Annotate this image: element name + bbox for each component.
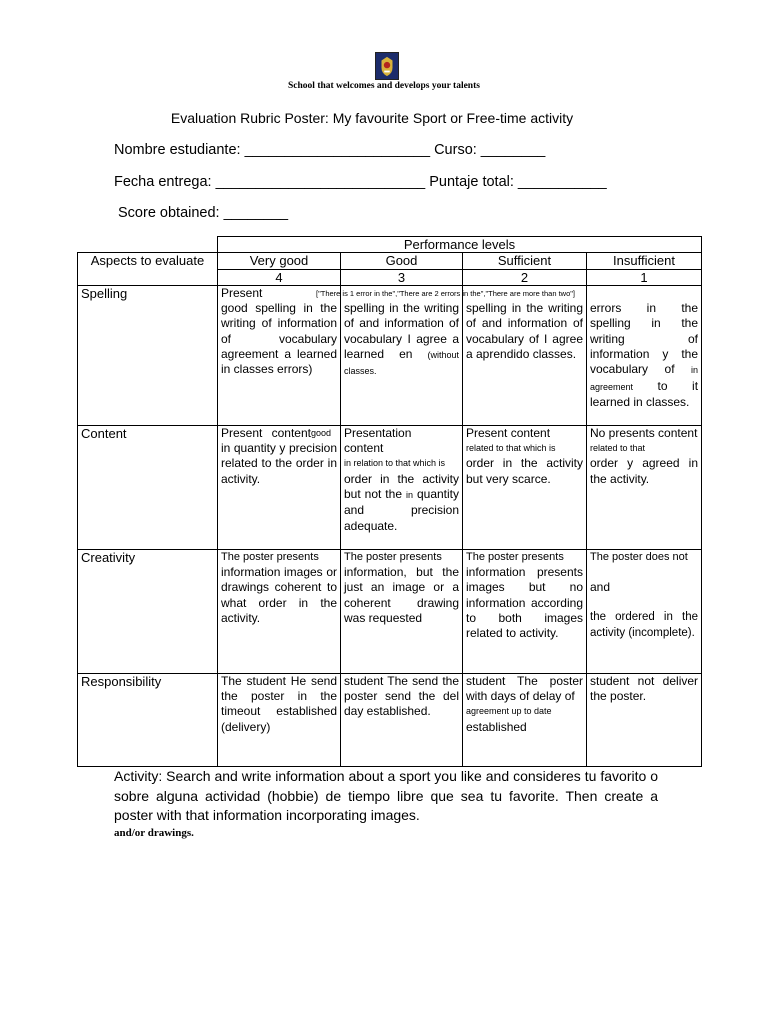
cell-text: student The poster with days of delay of	[466, 673, 583, 704]
aspect-label: Spelling	[78, 285, 218, 425]
rubric-row-creativity	[78, 549, 702, 673]
cell-text: and	[590, 580, 611, 595]
cell-head: The poster presents	[221, 550, 319, 563]
blank-corner	[78, 237, 218, 253]
cell-head: Present	[221, 285, 263, 300]
cell-text: quantity and precision adequate.	[344, 487, 460, 533]
activity-instructions-end: and/or drawings.	[114, 827, 194, 839]
criterion-sufficient	[463, 425, 587, 549]
cell-text: information presents images but no information according to both images related to activity.	[466, 565, 583, 641]
criterion-good	[341, 425, 463, 549]
activity-instructions: Activity: Search and write information about a sport you like and consideres tu favorito o sobre alguna actividad (hobbie) de tiempo libre que sea tu favorite. Then create a poster with that information incorporating images.	[114, 768, 658, 823]
cell-text: student The send the poster send the del day established.	[344, 673, 459, 719]
level-name: Insufficient	[587, 253, 702, 269]
cell-text: order in the activity but not the	[344, 471, 459, 502]
criterion-insufficient	[587, 425, 702, 549]
cell-small-text: in agreement	[590, 365, 699, 392]
cell-text: the ordered in the activity (incomplete).	[590, 611, 699, 639]
level-score: 3	[341, 269, 463, 285]
cell-head: The poster presents	[466, 550, 564, 563]
aspects-header: Aspects to evaluate	[78, 253, 218, 286]
rubric-row-content	[78, 425, 702, 549]
cell-small-text: (without classes.	[344, 350, 459, 377]
cell-text: information, but the just an image or a coherent drawing was requested	[344, 565, 459, 626]
school-crest-logo	[375, 52, 399, 80]
cell-head: Presentation	[344, 425, 412, 440]
rubric-table	[77, 236, 702, 767]
criterion-very-good	[218, 425, 341, 549]
cell-small-text: related to that which is	[466, 443, 556, 454]
level-name: Good	[341, 253, 463, 269]
cell-text: The student He send the poster in the timeout established (delivery)	[221, 673, 337, 734]
cell-text: good spelling in the writing of information of vocabulary agreement a learned in classes errors)	[221, 301, 337, 377]
cell-text: information images or drawings coherent to what order in the activity.	[221, 565, 337, 626]
criterion-very-good	[218, 549, 341, 673]
cell-text: Present content	[466, 425, 551, 440]
cell-text: order in the activity but very scarce.	[466, 456, 583, 486]
cell-text: errors in the spelling in the writing of information y the vocabulary of	[590, 301, 699, 377]
criterion-good	[341, 673, 463, 766]
cell-small-text: agreement up to date	[466, 706, 552, 717]
cell-text: to it learned in classes.	[590, 378, 699, 409]
criterion-insufficient	[587, 549, 702, 673]
school-motto: School that welcomes and develops your talents	[288, 81, 480, 91]
rubric-row-spelling	[78, 285, 702, 425]
level-score: 2	[463, 269, 587, 285]
cell-head: The poster does not	[590, 550, 688, 563]
rubric-row-responsibility	[78, 673, 702, 766]
level-score: 4	[218, 269, 341, 285]
delivery-date-total-line: Fecha entrega: __________________________ Puntaje total: ___________	[114, 174, 607, 190]
student-name-course-line: Nombre estudiante: _______________________ Curso: ________	[114, 142, 546, 158]
rubric-level-row	[78, 253, 702, 269]
crest-icon	[376, 53, 398, 79]
aspect-label: Creativity	[78, 549, 218, 673]
criterion-very-good	[218, 673, 341, 766]
score-obtained-line: Score obtained: ________	[118, 205, 289, 221]
cell-head: The poster presents	[344, 550, 442, 563]
cell-text: content	[344, 441, 384, 456]
criterion-good	[341, 285, 463, 425]
criterion-insufficient	[587, 673, 702, 766]
cell-text: No presents content	[590, 425, 698, 440]
rubric-header-row	[78, 237, 702, 253]
level-name: Sufficient	[463, 253, 587, 269]
cell-small-text: in	[405, 490, 413, 501]
level-score: 1	[587, 269, 702, 285]
cell-text: established	[466, 719, 527, 734]
criterion-insufficient	[587, 285, 702, 425]
criterion-good	[341, 549, 463, 673]
document-title: Evaluation Rubric Poster: My favourite Sport or Free-time activity	[170, 110, 574, 126]
cell-text: spelling in the writing of and information of vocabulary I agree a learned en	[344, 301, 459, 362]
cell-small-text: in relation to that which is	[344, 458, 446, 469]
cell-text: Present content in quantity y precision related to the order in activity.	[221, 425, 337, 486]
cell-small-text: good	[310, 427, 331, 438]
cell-text: student not deliver the poster.	[590, 673, 699, 704]
criterion-very-good	[218, 285, 341, 425]
cell-text: spelling in the writing of and information of vocabulary of I agree a aprendido classes.	[466, 301, 583, 362]
performance-levels-header: Performance levels	[218, 237, 702, 253]
cell-text: order y agreed in the activity.	[590, 456, 699, 486]
level-name: Very good	[218, 253, 341, 269]
aspect-label: Responsibility	[78, 673, 218, 766]
aspect-label: Content	[78, 425, 218, 549]
criterion-sufficient	[463, 673, 587, 766]
cell-small-text: related to that	[590, 443, 646, 454]
criterion-sufficient	[463, 549, 587, 673]
errors-note: ["There is 1 error in the","There are 2 errors in the","There are more than two"]	[316, 288, 575, 298]
